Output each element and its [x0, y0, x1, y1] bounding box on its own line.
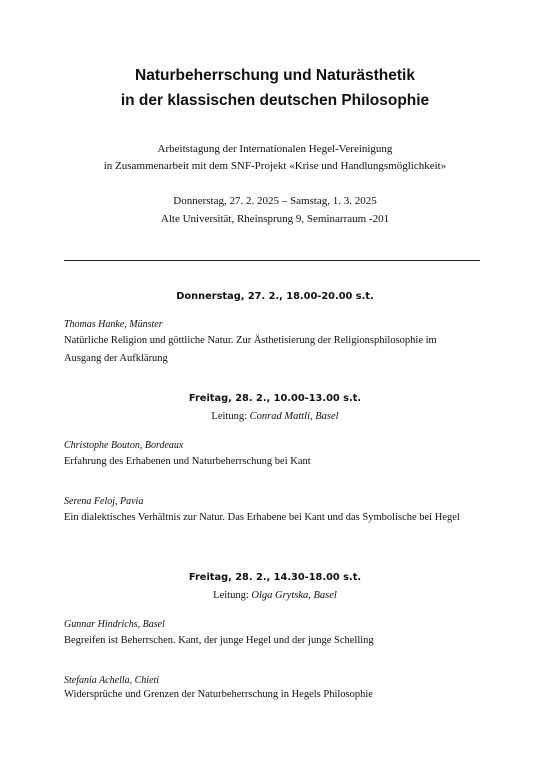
talk-title-line-1: Natürliche Religion und göttliche Natur. Zur Ästhetisierung der Religionsphilosophie im: [64, 335, 437, 346]
session-heading: Donnerstag, 27. 2., 18.00-20.00 s.t.: [176, 291, 374, 302]
horizontal-divider: [64, 260, 480, 261]
speaker-name: Stefania Achella, Chieti: [64, 675, 160, 686]
chair-label: Leitung:: [213, 590, 249, 601]
session-chair: [0, 589, 550, 602]
conference-dates: Donnerstag, 27. 2. 2025 – Samstag, 1. 3. 2025: [173, 195, 377, 207]
speaker-name: Christophe Bouton, Bordeaux: [64, 440, 184, 451]
chair-name: Olga Grytska, Basel: [251, 590, 337, 601]
talk-title-line-2: Ausgang der Aufklärung: [64, 353, 168, 364]
talk-title: Widersprüche und Grenzen der Naturbeherrschung in Hegels Philosophie: [64, 689, 373, 700]
session-heading: Freitag, 28. 2., 10.00-13.00 s.t.: [188, 393, 362, 404]
conference-venue: Alte Universität, Rheinsprung 9, Seminarraum -201: [160, 213, 390, 225]
document-title-line-2: in der klassischen deutschen Philosophie: [120, 92, 430, 109]
chair-name: Conrad Mattli, Basel: [249, 411, 339, 422]
speaker-name: Thomas Hanke, Münster: [64, 319, 163, 330]
talk-title: Ein dialektisches Verhältnis zur Natur. Das Erhabene bei Kant und das Symbolische bei Hegel: [64, 512, 460, 523]
document-title-line-1: Naturbeherrschung und Naturästhetik: [135, 67, 415, 84]
subtitle-line-2: in Zusammenarbeit mit dem SNF-Projekt «Krise und Handlungsmöglichkeit»: [103, 160, 447, 172]
talk-title: Erfahrung des Erhabenen und Naturbeherrschung bei Kant: [64, 456, 311, 467]
session-heading: Freitag, 28. 2., 14.30-18.00 s.t.: [188, 572, 362, 583]
talk-title: Begreifen ist Beherrschen. Kant, der junge Hegel und der junge Schelling: [64, 635, 374, 646]
speaker-name: Gunnar Hindrichs, Basel: [64, 619, 165, 630]
session-chair: [0, 410, 550, 423]
subtitle-line-1: Arbeitstagung der Internationalen Hegel-Vereinigung: [157, 143, 393, 155]
chair-label: Leitung:: [211, 411, 247, 422]
speaker-name: Serena Feloj, Pavia: [64, 496, 144, 507]
